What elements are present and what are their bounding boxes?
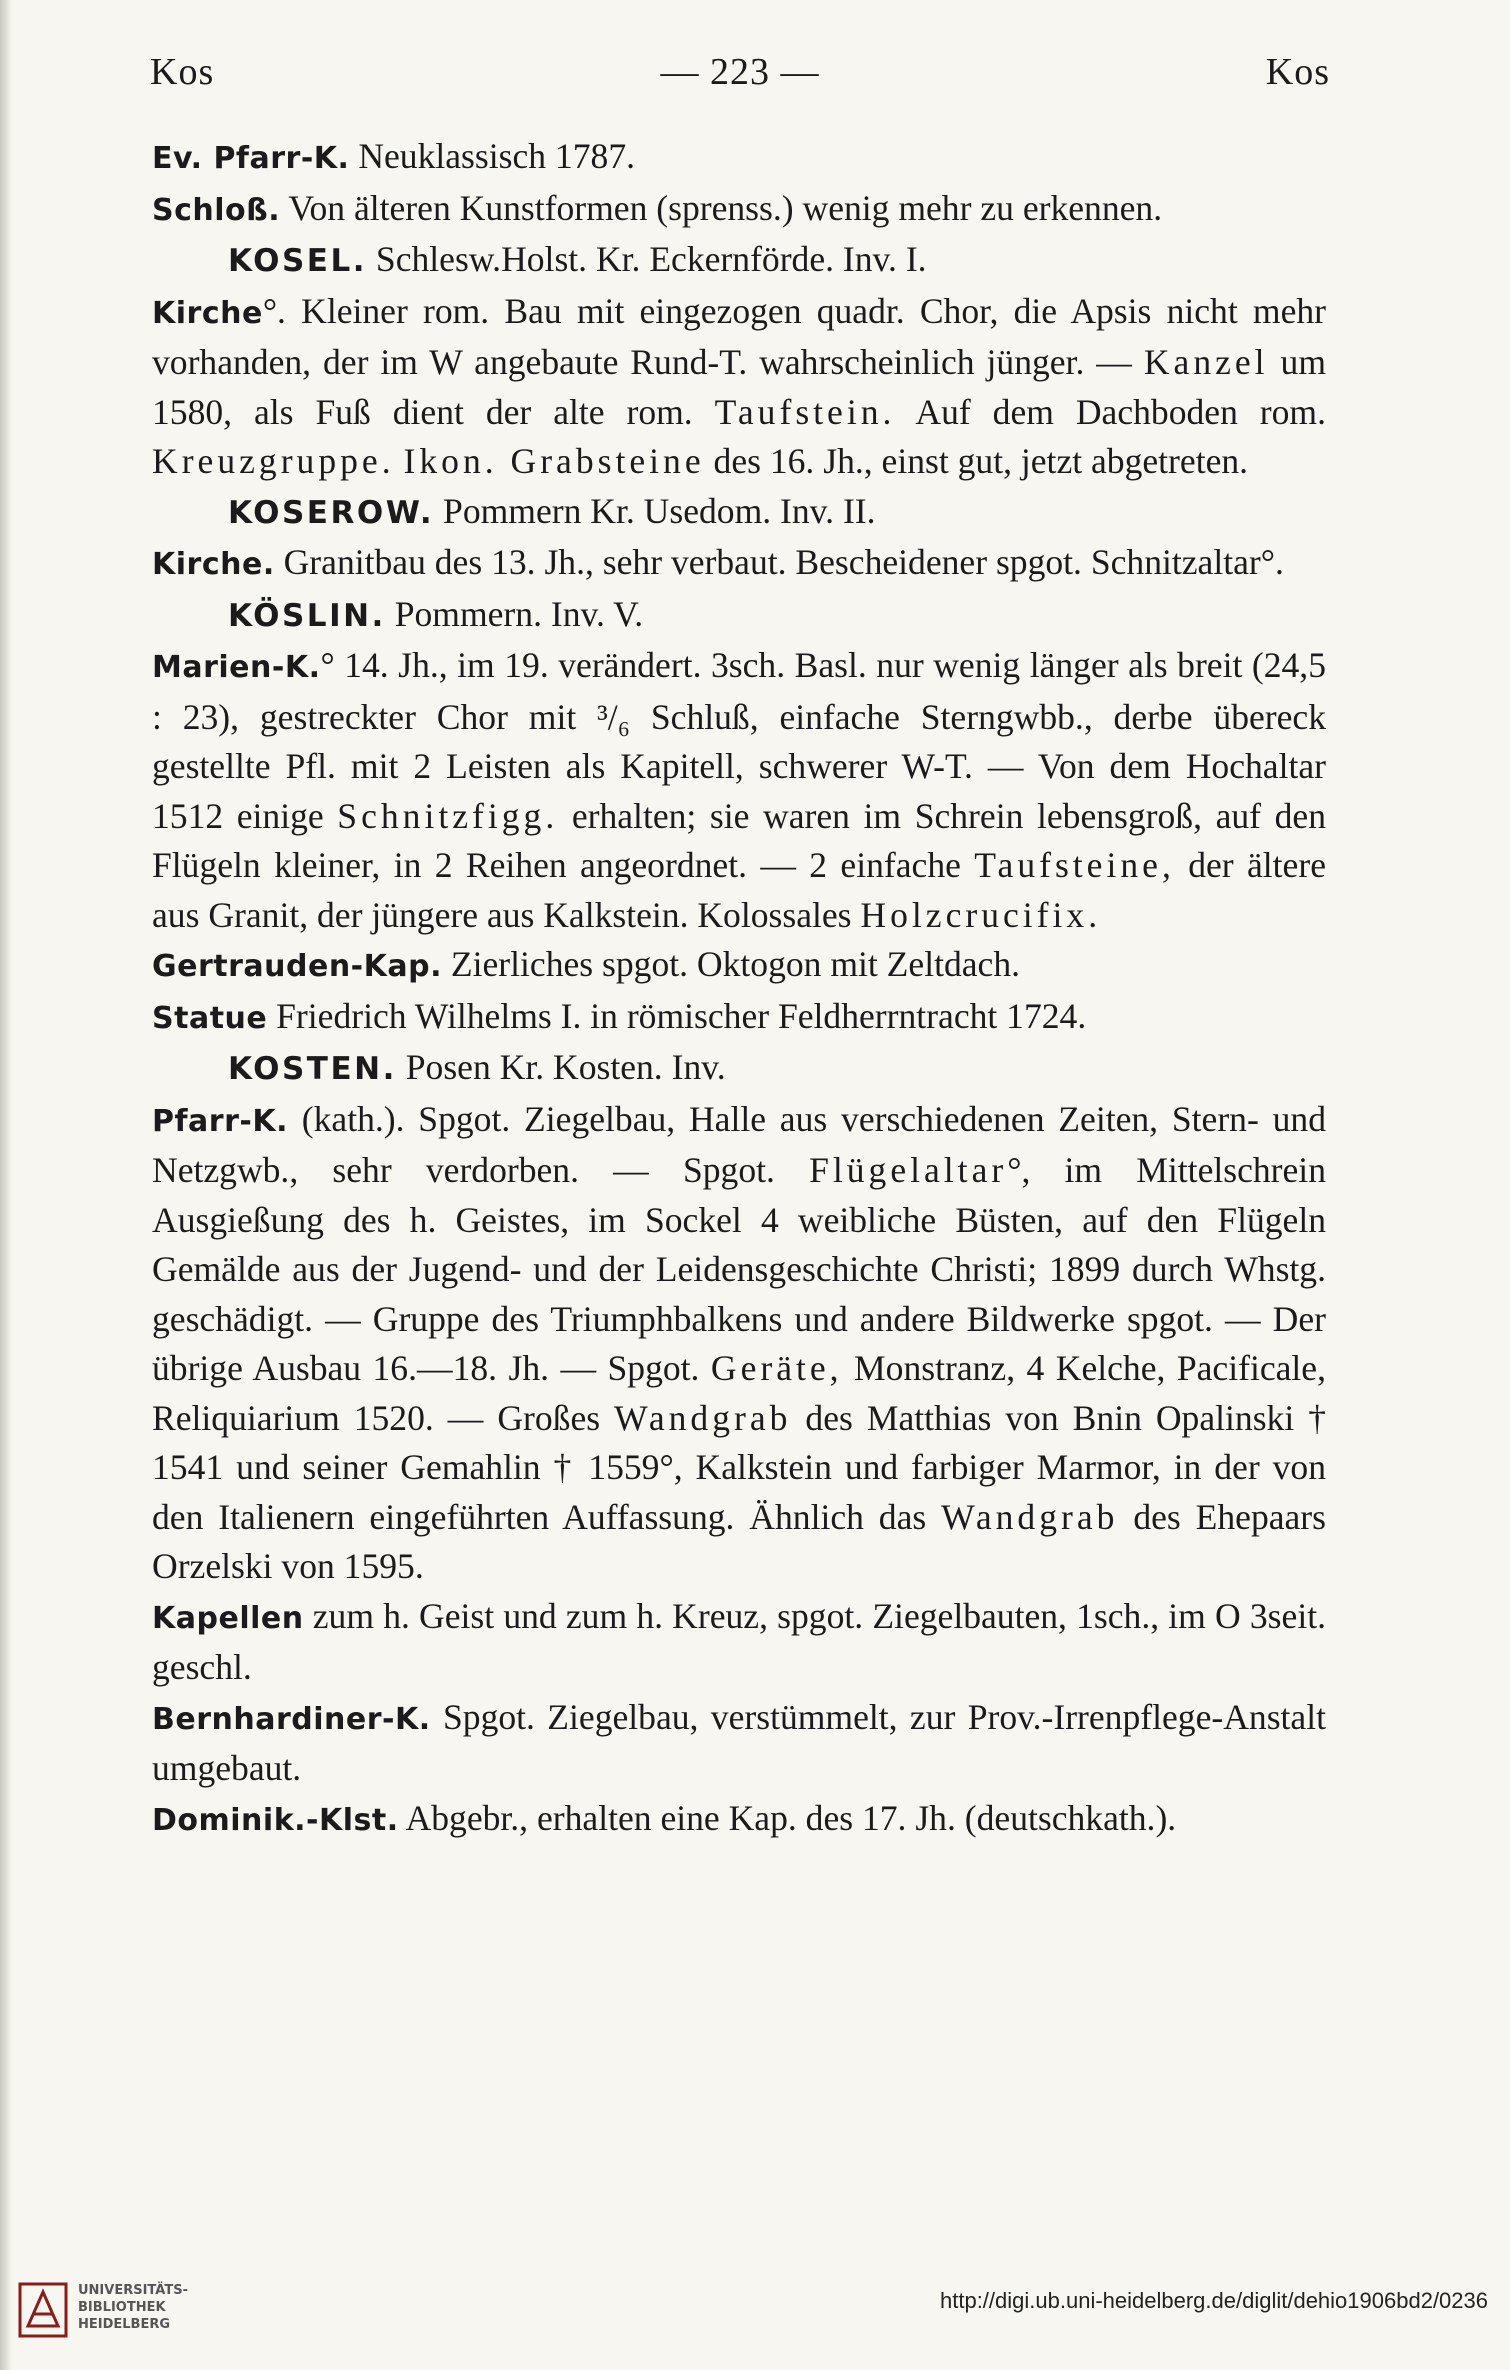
entry-term: Bernhardiner-K. (152, 1701, 431, 1737)
entry-text: erhalten; sie waren im Schrein lebensgroß, auf den Flügeln kleiner, in 2 Reihen angeordnet. — 2 einfache (152, 795, 1326, 885)
entry-term: Kapellen (152, 1600, 304, 1636)
library-seal-icon (18, 2282, 68, 2338)
entry-gertrauden (152, 940, 1326, 992)
entry-text: Von älteren Kunstformen (sprenss.) wenig mehr zu erkennen. (280, 187, 1163, 228)
entry-text: ° 14. Jh., im 19. verändert. 3sch. Basl. nur wenig länger als breit (24,5 : 23), gestreckter Chor mit ³/₆ Schluß, einfache Sterngwbb., derbe übereck gestellte Pfl. mit 2 Leisten als Kapitell, schwerer W-T. — Von dem Hochaltar 1512 einige (152, 645, 1326, 836)
entry-bernhardiner (152, 1693, 1326, 1794)
entry-term: Statue (152, 1000, 268, 1036)
entry-text: °, im Mittelschrein Ausgießung des h. Geistes, im Sockel 4 weibliche Büsten, auf den Flügeln Gemälde aus der Jugend- und der Leidensgeschichte Christi; 1899 durch Whstg. geschädigt. — Gruppe des Triumphbalkens und andere Bildwerke spgot. — Der übrige Ausbau 16.—18. Jh. — Spgot. (152, 1150, 1326, 1388)
spaced-term: Schnitzfigg. (337, 795, 559, 836)
entry-text: (kath.). Spgot. Ziegelbau, Halle aus verschiedenen Zeiten, Stern- und Netzgwb., sehr verdorben. — Spgot. (152, 1098, 1326, 1190)
entry-text: des Ehepaars Orzelski von 1595. (152, 1496, 1327, 1586)
entry-term: Marien-K. (152, 650, 321, 685)
header-right: Kos (1265, 51, 1330, 93)
spaced-term: Ikon. Grabsteine (403, 441, 705, 481)
place-info: Pommern. Inv. V. (385, 593, 644, 634)
spaced-term: Wandgrab (614, 1397, 792, 1438)
spaced-term: Wandgrab (941, 1496, 1119, 1537)
entry-text: Spgot. Ziegelbau, verstümmelt, zur Prov.-Irrenpflege-Anstalt umgebaut. (152, 1696, 1326, 1788)
library-name (78, 2282, 188, 2333)
spaced-term: Geräte, (710, 1348, 843, 1388)
source-url-link[interactable]: http://digi.ub.uni-heidelberg.de/diglit/dehio1906bd2/0236 (940, 2288, 1488, 2313)
entry-term: Ev. Pfarr-K. (152, 141, 350, 176)
spaced-term: Taufsteine, (974, 845, 1175, 885)
running-header (150, 50, 1330, 100)
entry-ev-pfarr (152, 132, 1326, 184)
entry-kosten-pfarr (152, 1095, 1326, 1592)
entry-text: um 1580, als Fuß dient der alte rom. (152, 342, 1326, 432)
entry-term: Pfarr-K. (152, 1103, 288, 1139)
place-heading-kosten (152, 1043, 1326, 1095)
entry-schloss (152, 184, 1326, 236)
place-info: Posen Kr. Kosten. Inv. (396, 1047, 726, 1087)
spaced-term: Kanzel (1143, 342, 1269, 382)
entry-term: Kirche (152, 295, 263, 331)
entry-kosel-kirche (152, 287, 1326, 487)
place-info: Pommern Kr. Usedom. Inv. II. (434, 490, 876, 531)
entry-text: der ältere aus Granit, der jüngere aus Kalkstein. Kolossales (152, 845, 1326, 935)
entry-text: Monstranz, 4 Kelche, Pacificale, Reliquiarium 1520. — Großes (152, 1348, 1326, 1438)
library-name-line: BIBLIOTHEK (78, 2300, 166, 2315)
place-info: Schlesw.Holst. Kr. Eckernförde. Inv. I. (367, 239, 927, 279)
entry-text: °. Kleiner rom. Bau mit eingezogen quadr. Chor, die Apsis nicht mehr vorhanden, der im W angebaute Rund-T. wahrscheinlich jünger. — (152, 290, 1326, 382)
entry-text: Granitbau des 13. Jh., sehr verbaut. Bescheidener spgot. Schnitzaltar°. (274, 542, 1284, 582)
entry-text: Abgebr., erhalten eine Kap. des 17. Jh. (deutschkath.). (398, 1797, 1177, 1838)
place-heading-koslin (152, 590, 1326, 642)
entry-text: des 16. Jh., einst gut, jetzt abgetreten. (704, 441, 1249, 481)
spaced-term: Flügelaltar (809, 1150, 1008, 1190)
library-logo (18, 2280, 238, 2344)
entry-koserow-kirche (152, 538, 1326, 590)
entry-text: Zierliches spgot. Oktogon mit Zeltdach. (442, 944, 1021, 984)
library-name-line: HEIDELBERG (78, 2317, 171, 2332)
spaced-term: Kreuzgruppe. (152, 441, 395, 481)
page-number: — 223 — (660, 51, 820, 93)
entry-term: Gertrauden-Kap. (152, 949, 442, 984)
page-spine-shadow (0, 0, 12, 2370)
library-name-line: UNIVERSITÄTS- (78, 2283, 188, 2298)
entry-term: Dominik.-Klst. (152, 1802, 399, 1838)
entry-text: Auf dem Dachboden rom. (895, 391, 1326, 432)
place-heading-koserow (152, 487, 1326, 539)
entry-dominik (152, 1794, 1326, 1846)
header-left: Kos (150, 51, 215, 93)
entry-term: Schloß. (152, 192, 281, 228)
entry-text: Friedrich Wilhelms I. in römischer Feldherrntracht 1724. (267, 995, 1087, 1036)
spaced-term: Holzcrucifix. (860, 894, 1102, 935)
entry-term: Kirche. (152, 547, 275, 582)
place-heading-kosel (152, 235, 1326, 287)
entry-text (395, 441, 404, 481)
entry-text: zum h. Geist und zum h. Kreuz, spgot. Ziegelbauten, 1sch., im O 3seit. geschl. (152, 1595, 1326, 1687)
entry-kapellen (152, 1592, 1326, 1693)
place-name: KOSEL. (228, 243, 368, 279)
spaced-term: Taufstein. (714, 391, 896, 432)
place-name: KOSTEN. (228, 1051, 397, 1087)
place-name: KÖSLIN. (228, 597, 386, 634)
entry-statue (152, 992, 1326, 1044)
entry-text: Neuklassisch 1787. (349, 136, 636, 176)
page-body (152, 132, 1326, 1845)
entry-text: des Matthias von Bnin Opalinski † 1541 und seiner Gemahlin † 1559°, Kalkstein und farbiger Marmor, in der von den Italienern eingeführten Auffassung. Ähnlich das (152, 1397, 1326, 1537)
place-name: KOSEROW. (228, 494, 435, 531)
entry-marien (152, 641, 1326, 940)
